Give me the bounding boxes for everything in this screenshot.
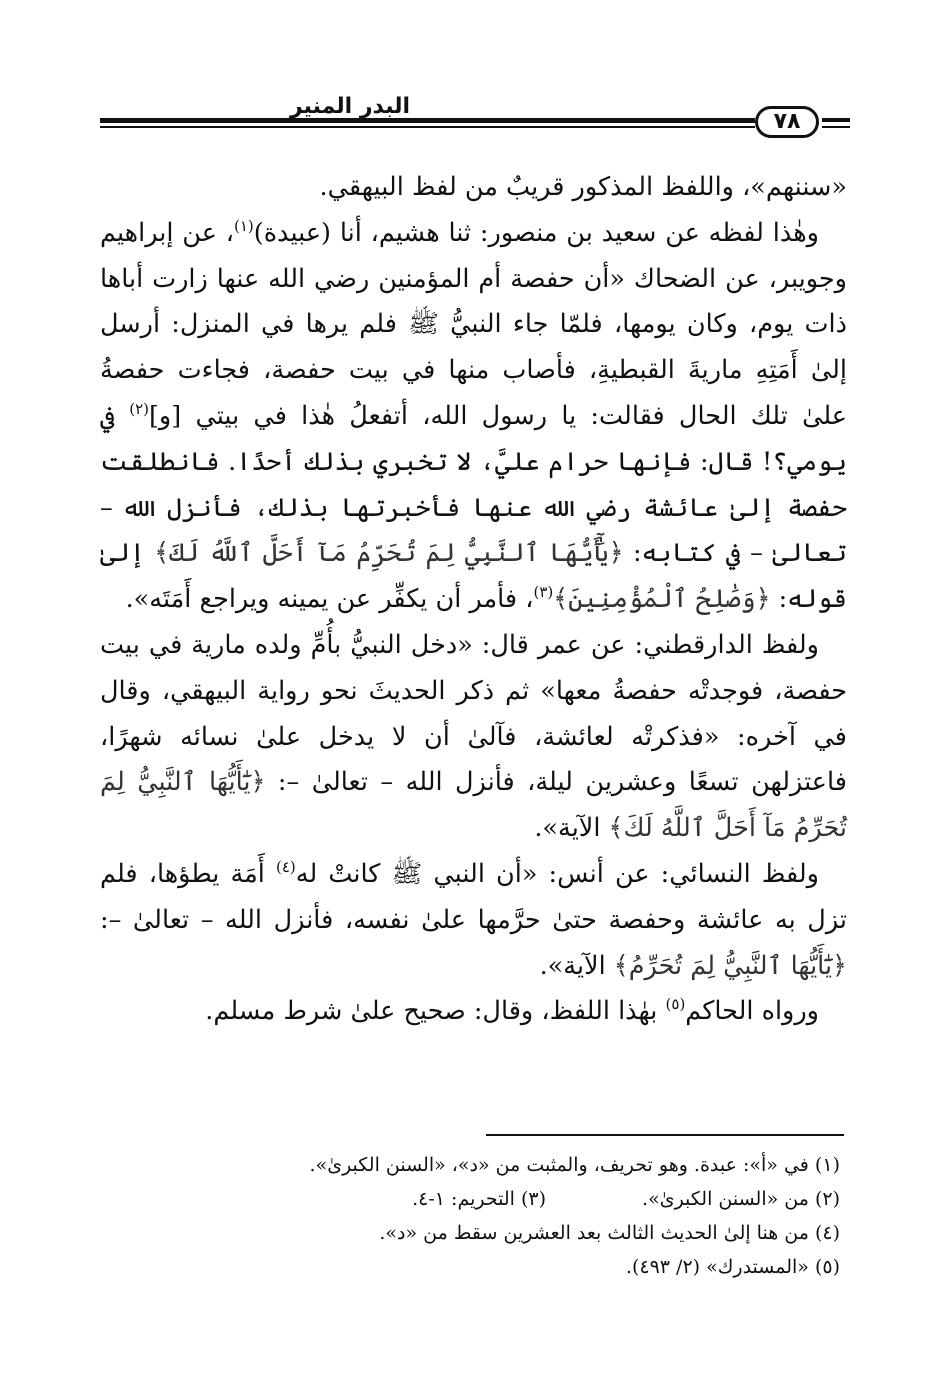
text-run: ، فأمر أن يكفِّر عن يمينه ويراجع أَمَتَه». <box>125 584 534 615</box>
paragraph-3 <box>100 623 847 852</box>
footnote-ref: (١) <box>233 216 254 235</box>
text-run: الآية». <box>539 950 614 981</box>
body-text <box>100 165 847 1035</box>
quran-quote: ﴿يَٰٓأَيُّهَا ٱلنَّبِيُّ لِمَ تُحَرِّمُ﴾ <box>613 950 847 981</box>
paragraph-4 <box>100 852 847 989</box>
paragraph-2 <box>100 211 847 623</box>
text-run: ، عن إبراهيم وجويبر، عن الضحاك «أن حفصة أم المؤمنين رضي الله عنها زارت أباها ذات يوم، وكان يومها، فلمّا جاء النبيُّ ﷺ فلم يرها في المنزل: أرسل إلىٰ أَمَتِهِ ماريةَ القبطيةِ، فأصاب منها في بيت حفصة، فجاءت حفصةُ علىٰ تلك الحال فقالت: يا رسول الله، أتفعلُ هٰذا في بيتي [و] <box>100 217 847 431</box>
text-run: بهٰذا اللفظ، وقال: صحيح علىٰ شرط مسلم. <box>205 996 666 1027</box>
running-title: البدر المنير <box>289 94 410 119</box>
text-run: ورواه الحاكم <box>685 996 819 1027</box>
text-run: أَمَة يطؤها، فلم تزل به عائشة وحفصة حتىٰ حرَّمها علىٰ نفسه، فأنزل الله – تعالىٰ –: <box>100 858 847 935</box>
quran-quote: ﴿يَٰٓأَيُّهَا ٱلنَّبِيُّ لِمَ تُحَرِّمُ مَآ أَحَلَّ ٱللَّهُ لَكَ﴾ <box>100 767 847 844</box>
footnote-ref: (٥) <box>665 995 686 1014</box>
text-run: إلىٰ قوله: <box>100 538 847 615</box>
text-run: ولفظ النسائي: عن أنس: «أن النبي ﷺ كانتْ له <box>295 858 819 889</box>
page-number: ٧٨ <box>755 106 819 138</box>
footnote-4: (٤) من هنا إلىٰ الحديث الثالث بعد العشرين سقط من «د». <box>379 1222 840 1244</box>
text-run: ولفظ الدارقطني: عن عمر قال: «دخل النبيُّ بأُمِّ ولده مارية في بيت حفصة، فوجدتْه حفصةُ معها» ثم ذكر الحديثَ نحو رواية البيهقي، وقال في آخره: «فذكرتْه لعائشة، فآلىٰ أن لا يدخل علىٰ نسائه شهرًا، فاعتزلهن تسعًا وعشرين ليلة، فأنزل الله – تعالىٰ –: <box>100 629 847 798</box>
footnote-5: (٥) «المستدرك» (٢/ ٤٩٣). <box>625 1256 840 1278</box>
paragraph-1 <box>100 165 847 211</box>
header-rule-end-thin <box>822 126 850 128</box>
text-run: الآية». <box>534 813 609 844</box>
text-run: وهٰذا لفظه عن سعيد بن منصور: ثنا هشيم، أنا (عبيدة) <box>253 217 819 248</box>
footnote-3: (٣) التحريم: ١-٤. <box>412 1188 547 1210</box>
paragraph-5 <box>100 989 847 1035</box>
text-run: «سننهم»، واللفظ المذكور قريبٌ من لفظ البيهقي. <box>319 172 847 202</box>
quran-quote: ﴿يَٰٓأَيُّهَا ٱلنَّبِيُّ لِمَ تُحَرِّمُ مَآ أَحَلَّ ٱللَّهُ لَكَ﴾ <box>154 538 624 569</box>
text-run: في يومي؟! قال: فإنها حرام عليَّ، لا تخبري بذلك أحدًا. فانطلقت حفصة إلىٰ عائشة رضي الله عنها فأخبرتها بذلك، فأنزل الله – تعالىٰ – في كتابه: <box>100 400 847 569</box>
footnote-2-3 <box>100 1182 840 1216</box>
quran-quote: ﴿وَصَٰلِحُ ٱلْمُؤْمِنِينَ﴾ <box>553 584 771 615</box>
footnotes <box>100 1148 840 1284</box>
header-rule-thick <box>100 118 755 123</box>
footnote-ref: (٤) <box>276 857 296 876</box>
page-header <box>100 88 850 158</box>
header-rule-thin <box>100 126 755 128</box>
footnote-2: (٢) من «السنن الكبرىٰ». <box>642 1188 840 1210</box>
footnote-separator <box>486 1134 844 1136</box>
header-rule-end <box>822 118 850 122</box>
footnote-ref: (٣) <box>533 583 554 602</box>
footnote-ref: (٢) <box>129 399 149 418</box>
footnote-1: (١) في «أ»: عبدة. وهو تحريف، والمثبت من «د»، «السنن الكبرىٰ». <box>309 1154 840 1176</box>
